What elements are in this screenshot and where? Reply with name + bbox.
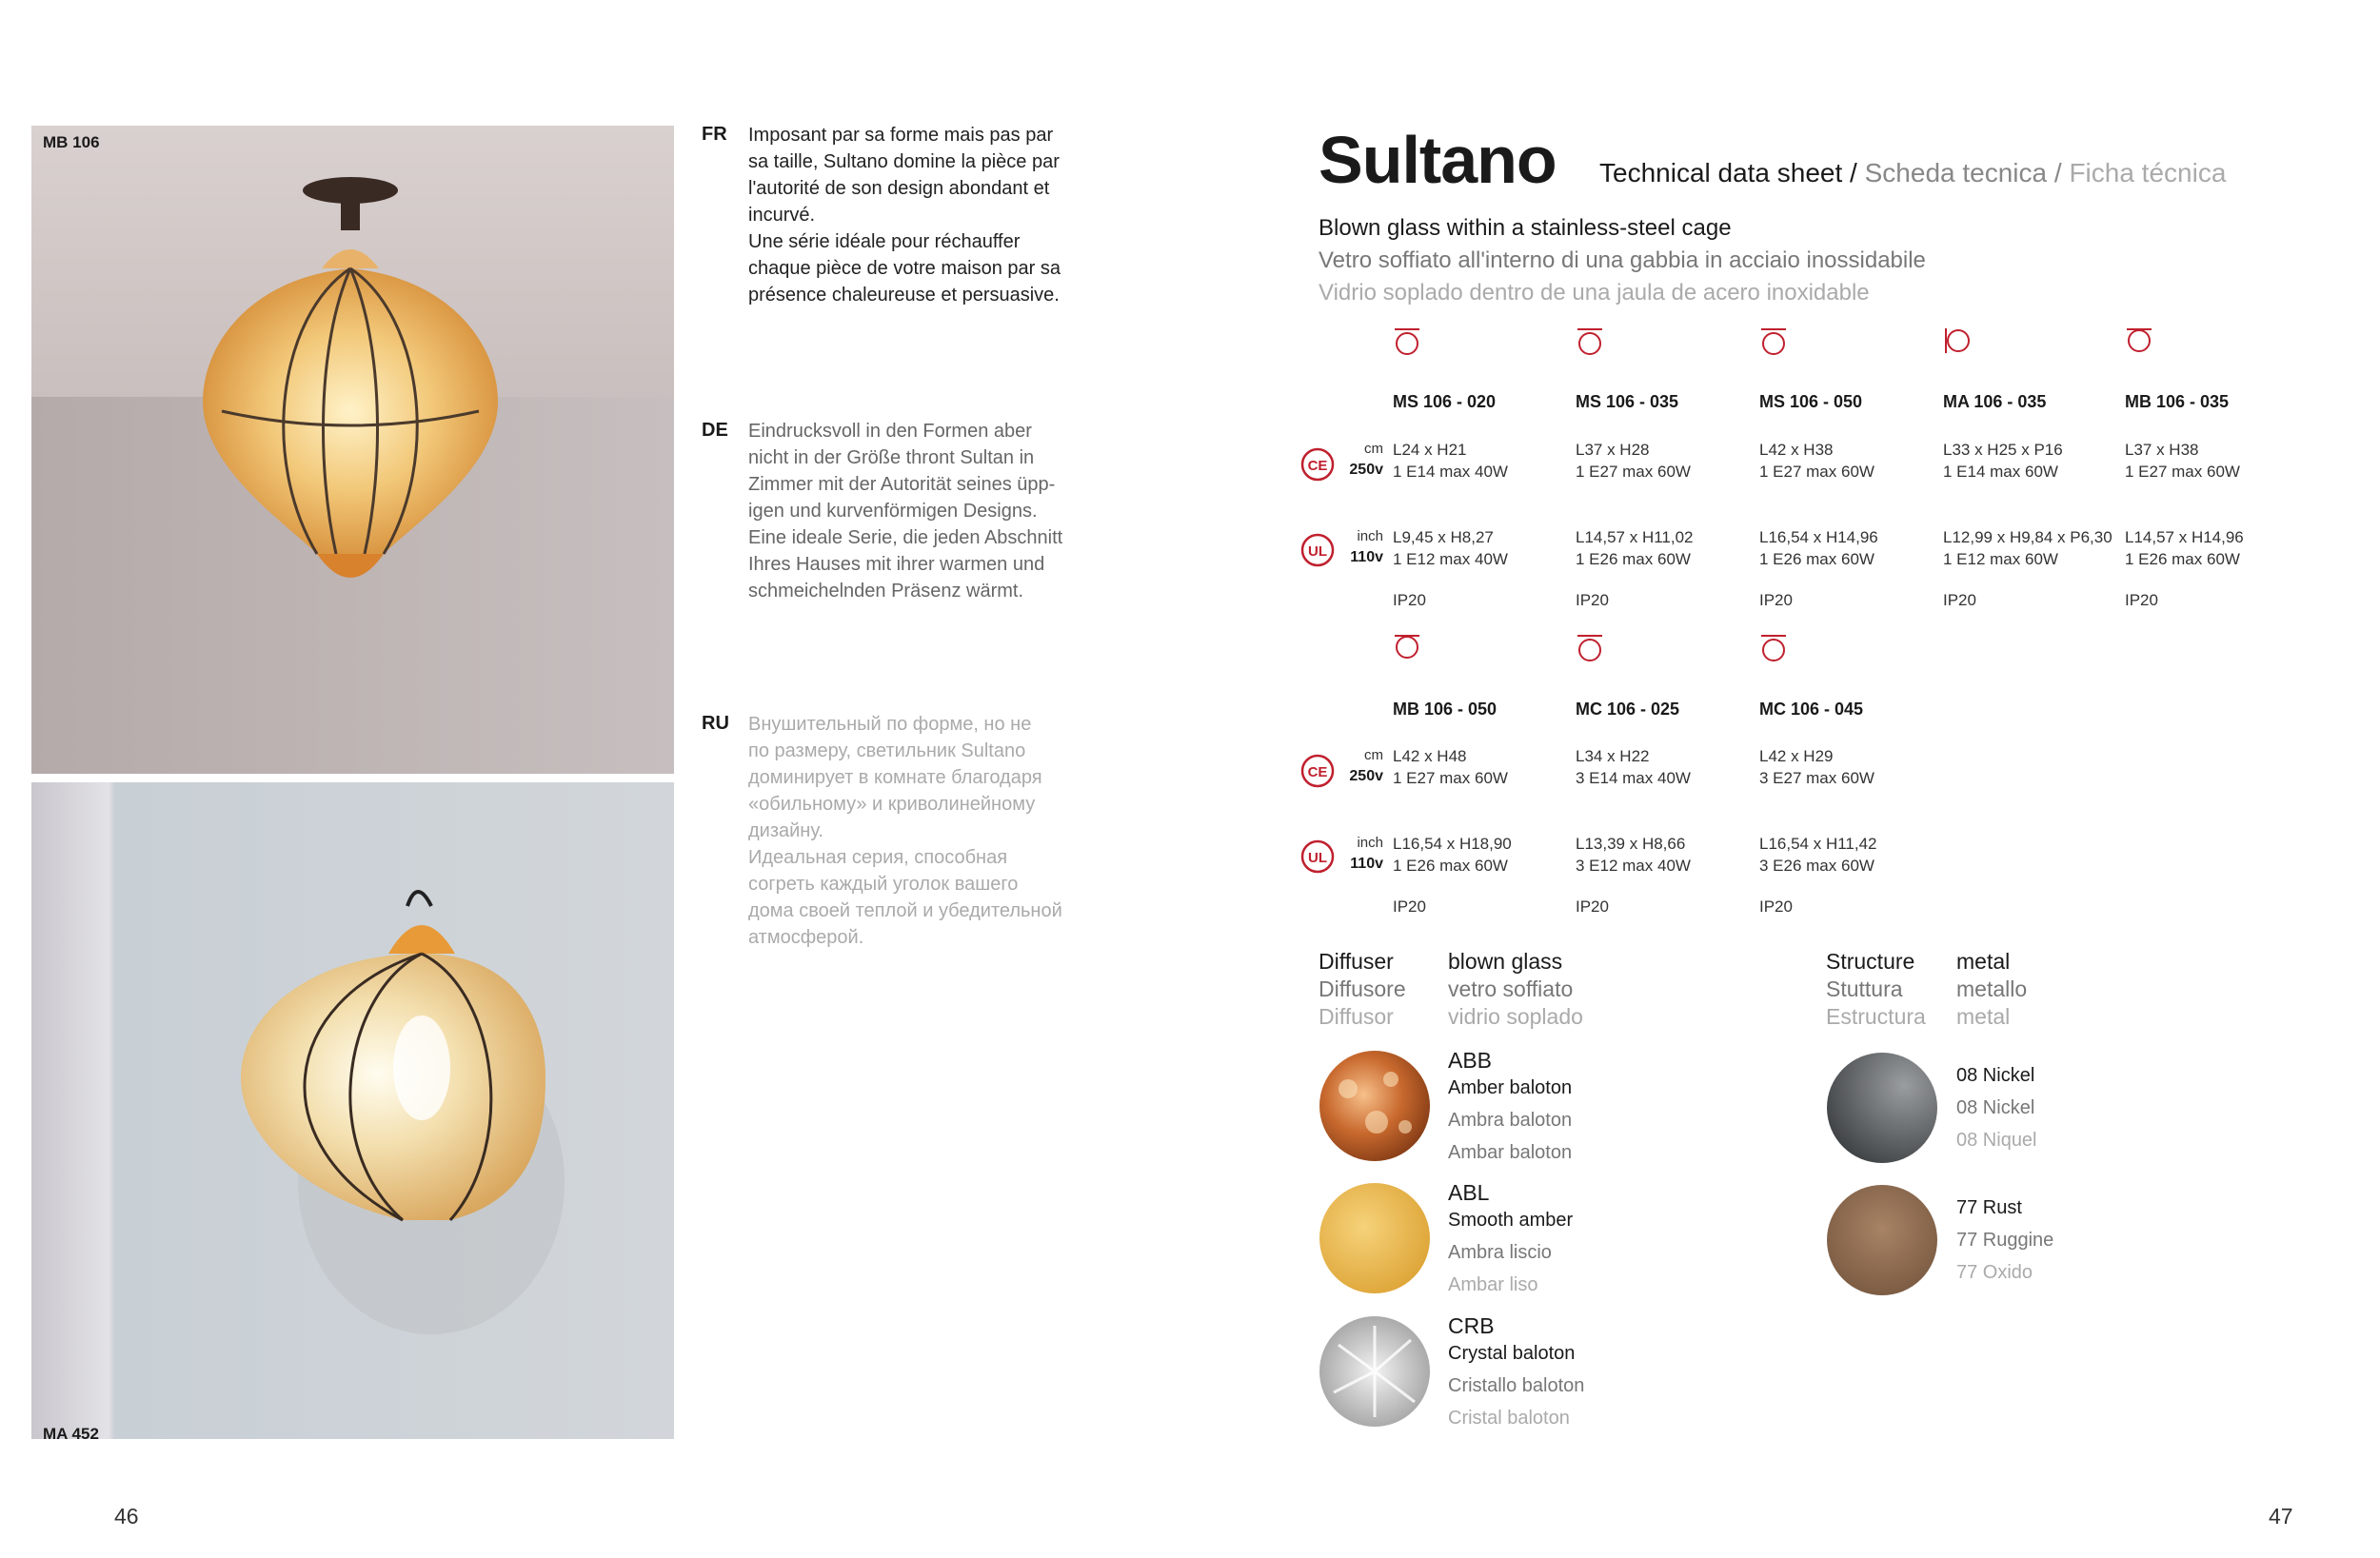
tagline-en: Blown glass within a stainless-steel cage (1319, 215, 1732, 241)
finish-abb-it: Ambra baloton (1448, 1110, 1573, 1131)
diffuser-value-it: vetro soffiato (1448, 976, 1574, 1001)
wall-lamp-illustration (31, 782, 674, 1439)
product-code: MB 106 - 035 (2125, 392, 2230, 411)
voltage-250: 250v (1349, 462, 1383, 478)
finish-code-abb: ABB (1448, 1048, 1493, 1073)
product-title: Sultano (1319, 123, 1557, 197)
datasheet-subtitle (1599, 158, 2226, 188)
subtitle-en: Technical data sheet (1599, 158, 1843, 187)
voltage-110: 110v (1350, 856, 1383, 872)
lang-code-ru: RU (702, 713, 729, 734)
finish-nickel-es: 08 Niquel (1956, 1130, 2037, 1151)
finish-abl-en: Smooth amber (1448, 1210, 1574, 1231)
finish-rust-it: 77 Ruggine (1956, 1230, 2054, 1251)
finish-nickel-en: 08 Nickel (1956, 1065, 2035, 1086)
swatch-amber-baloton (1319, 1051, 1430, 1161)
finish-code-crb: CRB (1448, 1313, 1495, 1338)
structure-label-en: Structure (1826, 949, 1915, 974)
product-code: MS 106 - 035 (1576, 392, 1679, 411)
subtitle-es: Ficha técnica (2069, 158, 2227, 187)
finish-nickel-it: 08 Nickel (1956, 1097, 2035, 1118)
tagline-es: Vidrio soplado dentro de una jaula de acero inoxidable (1319, 280, 1870, 306)
spec-metric: L37 x H28 1 E27 max 60W (1576, 441, 1691, 481)
product-code: MB 106 - 050 (1393, 700, 1497, 719)
spec-metric: L37 x H38 1 E27 max 60W (2125, 441, 2240, 481)
product-code: MA 106 - 035 (1943, 392, 2047, 411)
finish-rust-en: 77 Rust (1956, 1197, 2022, 1218)
ip-rating: IP20 (1576, 591, 1609, 609)
spec-imperial: L16,54 x H14,96 1 E26 max 60W (1759, 528, 1878, 568)
subtitle-sep: / (2047, 158, 2070, 187)
unit-inch: inch (1357, 528, 1383, 544)
svg-text:CE: CE (1307, 458, 1328, 474)
flush-mount-icon (1393, 633, 1421, 661)
photo-ma452 (31, 782, 674, 1439)
product-code: MC 106 - 045 (1759, 700, 1864, 719)
ceiling-mount-icon (1759, 633, 1788, 661)
swatch-nickel (1827, 1053, 1937, 1163)
flush-mount-icon (2125, 326, 2153, 355)
ip-rating: IP20 (1943, 591, 1976, 609)
subtitle-it: Scheda tecnica (1864, 158, 2048, 187)
structure-label-it: Stuttura (1826, 976, 1903, 1001)
photo-label-bottom: MA 452 (43, 1425, 99, 1443)
ceiling-mount-icon (1759, 326, 1788, 355)
unit-inch: inch (1357, 835, 1383, 851)
structure-label-es: Estructura (1826, 1004, 1926, 1029)
unit-cm: cm (1364, 441, 1383, 457)
swatch-rust (1827, 1185, 1937, 1295)
subtitle-sep: / (1842, 158, 1865, 187)
tagline-it: Vetro soffiato all'interno di una gabbia in acciaio inossidabile (1319, 247, 1926, 273)
voltage-110: 110v (1350, 549, 1383, 565)
photo-mb106 (31, 126, 674, 774)
finish-abb-en: Amber baloton (1448, 1077, 1573, 1098)
description-de: Eindrucksvoll in den Formen aber nicht in der Größe thront Sultan in Zimmer mit der Autorität seines üpp- igen und kurvenförmigen Designs. Eine ideale Serie, die jeden Abschnitt Ihres Hauses mit ihrer warmen und schmeichelnden Präsenz wärmt. (748, 421, 1063, 602)
finish-crb-es: Cristal baloton (1448, 1408, 1570, 1429)
diffuser-value-es: vidrio soplado (1448, 1004, 1583, 1029)
spec-imperial: L14,57 x H11,02 1 E26 max 60W (1576, 528, 1694, 568)
photo-label-top: MB 106 (43, 133, 100, 151)
ip-rating: IP20 (1393, 897, 1426, 916)
finish-crb-en: Crystal baloton (1448, 1343, 1576, 1364)
description-fr: Imposant par sa forme mais pas par sa taille, Sultano domine la pièce par l'autorité de son design abondant et incurvé. Une série idéale pour réchauffer chaque pièce de votre maison par sa présence chaleureuse et persuasive. (748, 125, 1061, 306)
spec-metric: L42 x H29 3 E27 max 60W (1759, 747, 1874, 787)
diffuser-value-en: blown glass (1448, 949, 1563, 974)
ip-rating: IP20 (1393, 591, 1426, 609)
spec-metric: L42 x H38 1 E27 max 60W (1759, 441, 1874, 481)
finish-abl-es: Ambar liso (1448, 1274, 1538, 1295)
spec-metric: L42 x H48 1 E27 max 60W (1393, 747, 1508, 787)
swatch-crystal-baloton (1319, 1316, 1430, 1427)
ip-rating: IP20 (1759, 591, 1793, 609)
finish-crb-it: Cristallo baloton (1448, 1375, 1585, 1396)
product-code: MC 106 - 025 (1576, 700, 1680, 719)
spec-imperial: L13,39 x H8,66 3 E12 max 40W (1576, 835, 1691, 875)
page-number-right: 47 (2269, 1504, 2293, 1528)
finish-abb-es: Ambar baloton (1448, 1142, 1573, 1163)
spec-imperial: L16,54 x H18,90 1 E26 max 60W (1393, 835, 1512, 875)
svg-text:CE: CE (1307, 764, 1328, 780)
ceiling-mount-icon (1576, 633, 1604, 661)
ceiling-mount-icon (1576, 326, 1604, 355)
ip-rating: IP20 (1576, 897, 1609, 916)
wall-mount-icon (1943, 326, 1972, 355)
unit-cm: cm (1364, 747, 1383, 763)
description-ru: Внушительный по форме, но не по размеру, светильник Sultano доминирует в комнате благодаря «обильному» и криволинейному дизайну. Идеальная серия, способная согреть каждый уголок вашего дома своей теплой и убедительной атмосферой. (748, 714, 1062, 948)
spec-metric: L34 x H22 3 E14 max 40W (1576, 747, 1691, 787)
swatch-smooth-amber (1319, 1183, 1430, 1293)
structure-value-en: metal (1956, 949, 2011, 974)
ceiling-lamp-illustration (31, 126, 674, 774)
page-number-left: 46 (114, 1504, 139, 1528)
spec-imperial: L9,45 x H8,27 1 E12 max 40W (1393, 528, 1508, 568)
svg-text:UL: UL (1308, 850, 1327, 866)
finish-rust-es: 77 Oxido (1956, 1262, 2033, 1283)
lang-code-de: DE (702, 420, 728, 441)
diffuser-label-it: Diffusore (1319, 976, 1406, 1001)
finish-code-abl: ABL (1448, 1180, 1490, 1205)
product-code: MS 106 - 020 (1393, 392, 1497, 411)
ip-rating: IP20 (2125, 591, 2158, 609)
diffuser-label-en: Diffuser (1319, 949, 1394, 974)
spec-imperial: L14,57 x H14,96 1 E26 max 60W (2125, 528, 2244, 568)
finish-abl-it: Ambra liscio (1448, 1242, 1552, 1263)
structure-value-it: metallo (1956, 976, 2028, 1001)
structure-value-es: metal (1956, 1004, 2011, 1029)
spec-imperial: L12,99 x H9,84 x P6,30 1 E12 max 60W (1943, 528, 2112, 568)
spec-imperial: L16,54 x H11,42 3 E26 max 60W (1759, 835, 1877, 875)
diffuser-label-es: Diffusor (1319, 1004, 1394, 1029)
spec-metric: L33 x H25 x P16 1 E14 max 60W (1943, 441, 2063, 481)
ceiling-mount-icon (1393, 326, 1421, 355)
svg-text:UL: UL (1308, 543, 1327, 560)
lang-code-fr: FR (702, 124, 727, 145)
product-code: MS 106 - 050 (1759, 392, 1863, 411)
voltage-250: 250v (1349, 768, 1383, 784)
spec-metric: L24 x H21 1 E14 max 40W (1393, 441, 1508, 481)
ip-rating: IP20 (1759, 897, 1793, 916)
